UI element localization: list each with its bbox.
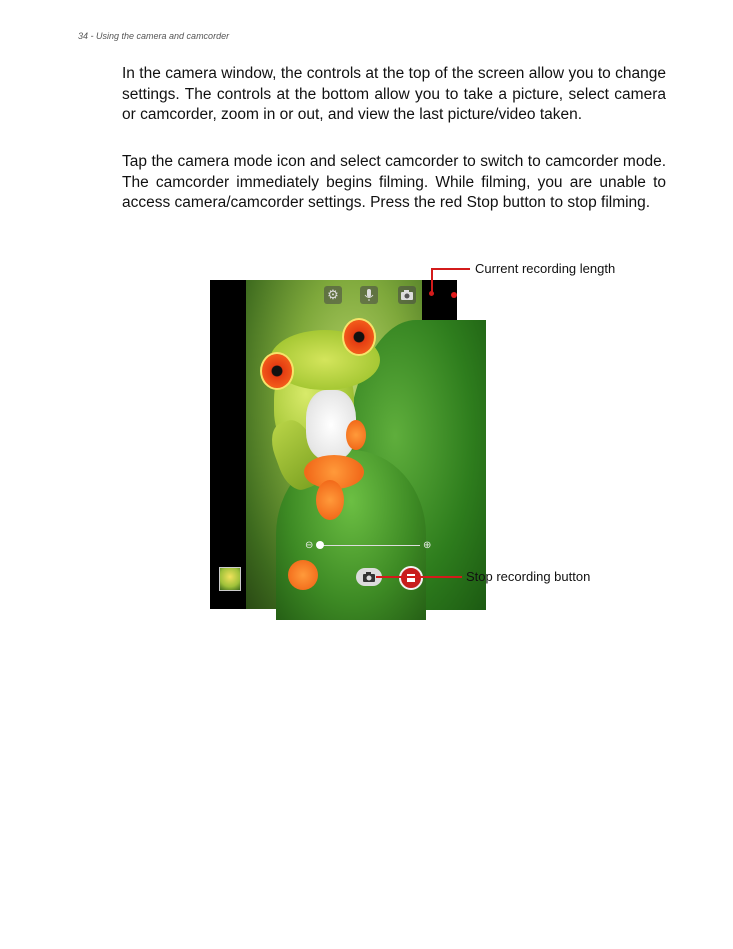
camera-switch-icon[interactable] bbox=[398, 286, 416, 304]
zoom-out-icon[interactable]: ⊖ bbox=[305, 540, 314, 551]
frog-foot bbox=[288, 560, 318, 590]
frog-foot bbox=[346, 420, 366, 450]
callout-recording-length: Current recording length bbox=[475, 261, 616, 276]
camera-viewfinder bbox=[246, 280, 479, 609]
zoom-slider-thumb[interactable] bbox=[316, 541, 324, 549]
paragraph-camcorder-mode: Tap the camera mode icon and select camcorder to switch to camcorder mode. The camcorder immediately begins filming. While filming, you are unable to access camera/camcorder settings. Press the red Stop button to stop filming. bbox=[122, 153, 666, 211]
camcorder-screenshot bbox=[210, 280, 479, 609]
recording-time: 00:02 bbox=[458, 288, 479, 297]
stop-recording-button[interactable] bbox=[399, 566, 423, 590]
gear-icon[interactable]: ⚙ bbox=[324, 286, 342, 304]
callout-line bbox=[431, 268, 470, 270]
gallery-thumbnail[interactable] bbox=[219, 567, 241, 591]
callout-dot bbox=[429, 291, 434, 296]
callout-line bbox=[431, 268, 433, 293]
frog-eye-left bbox=[260, 352, 294, 390]
frog-foot bbox=[316, 480, 344, 520]
zoom-in-icon[interactable]: ⊕ bbox=[423, 540, 432, 551]
microphone-icon[interactable] bbox=[360, 286, 378, 304]
frog-eye-right bbox=[342, 318, 376, 356]
zoom-slider-track[interactable] bbox=[318, 545, 420, 546]
callout-stop-button: Stop recording button bbox=[466, 569, 591, 584]
callout-line bbox=[376, 576, 462, 578]
recording-indicator-icon bbox=[451, 292, 457, 298]
paragraph-camera-controls: In the camera window, the controls at the top of the screen allow you to change settings. The controls at the bottom allow you to take a picture, select camera or camcorder, zoom in or out, and view the last picture/video taken. bbox=[122, 65, 666, 123]
page-header: 34 - Using the camera and camcorder bbox=[78, 31, 230, 41]
